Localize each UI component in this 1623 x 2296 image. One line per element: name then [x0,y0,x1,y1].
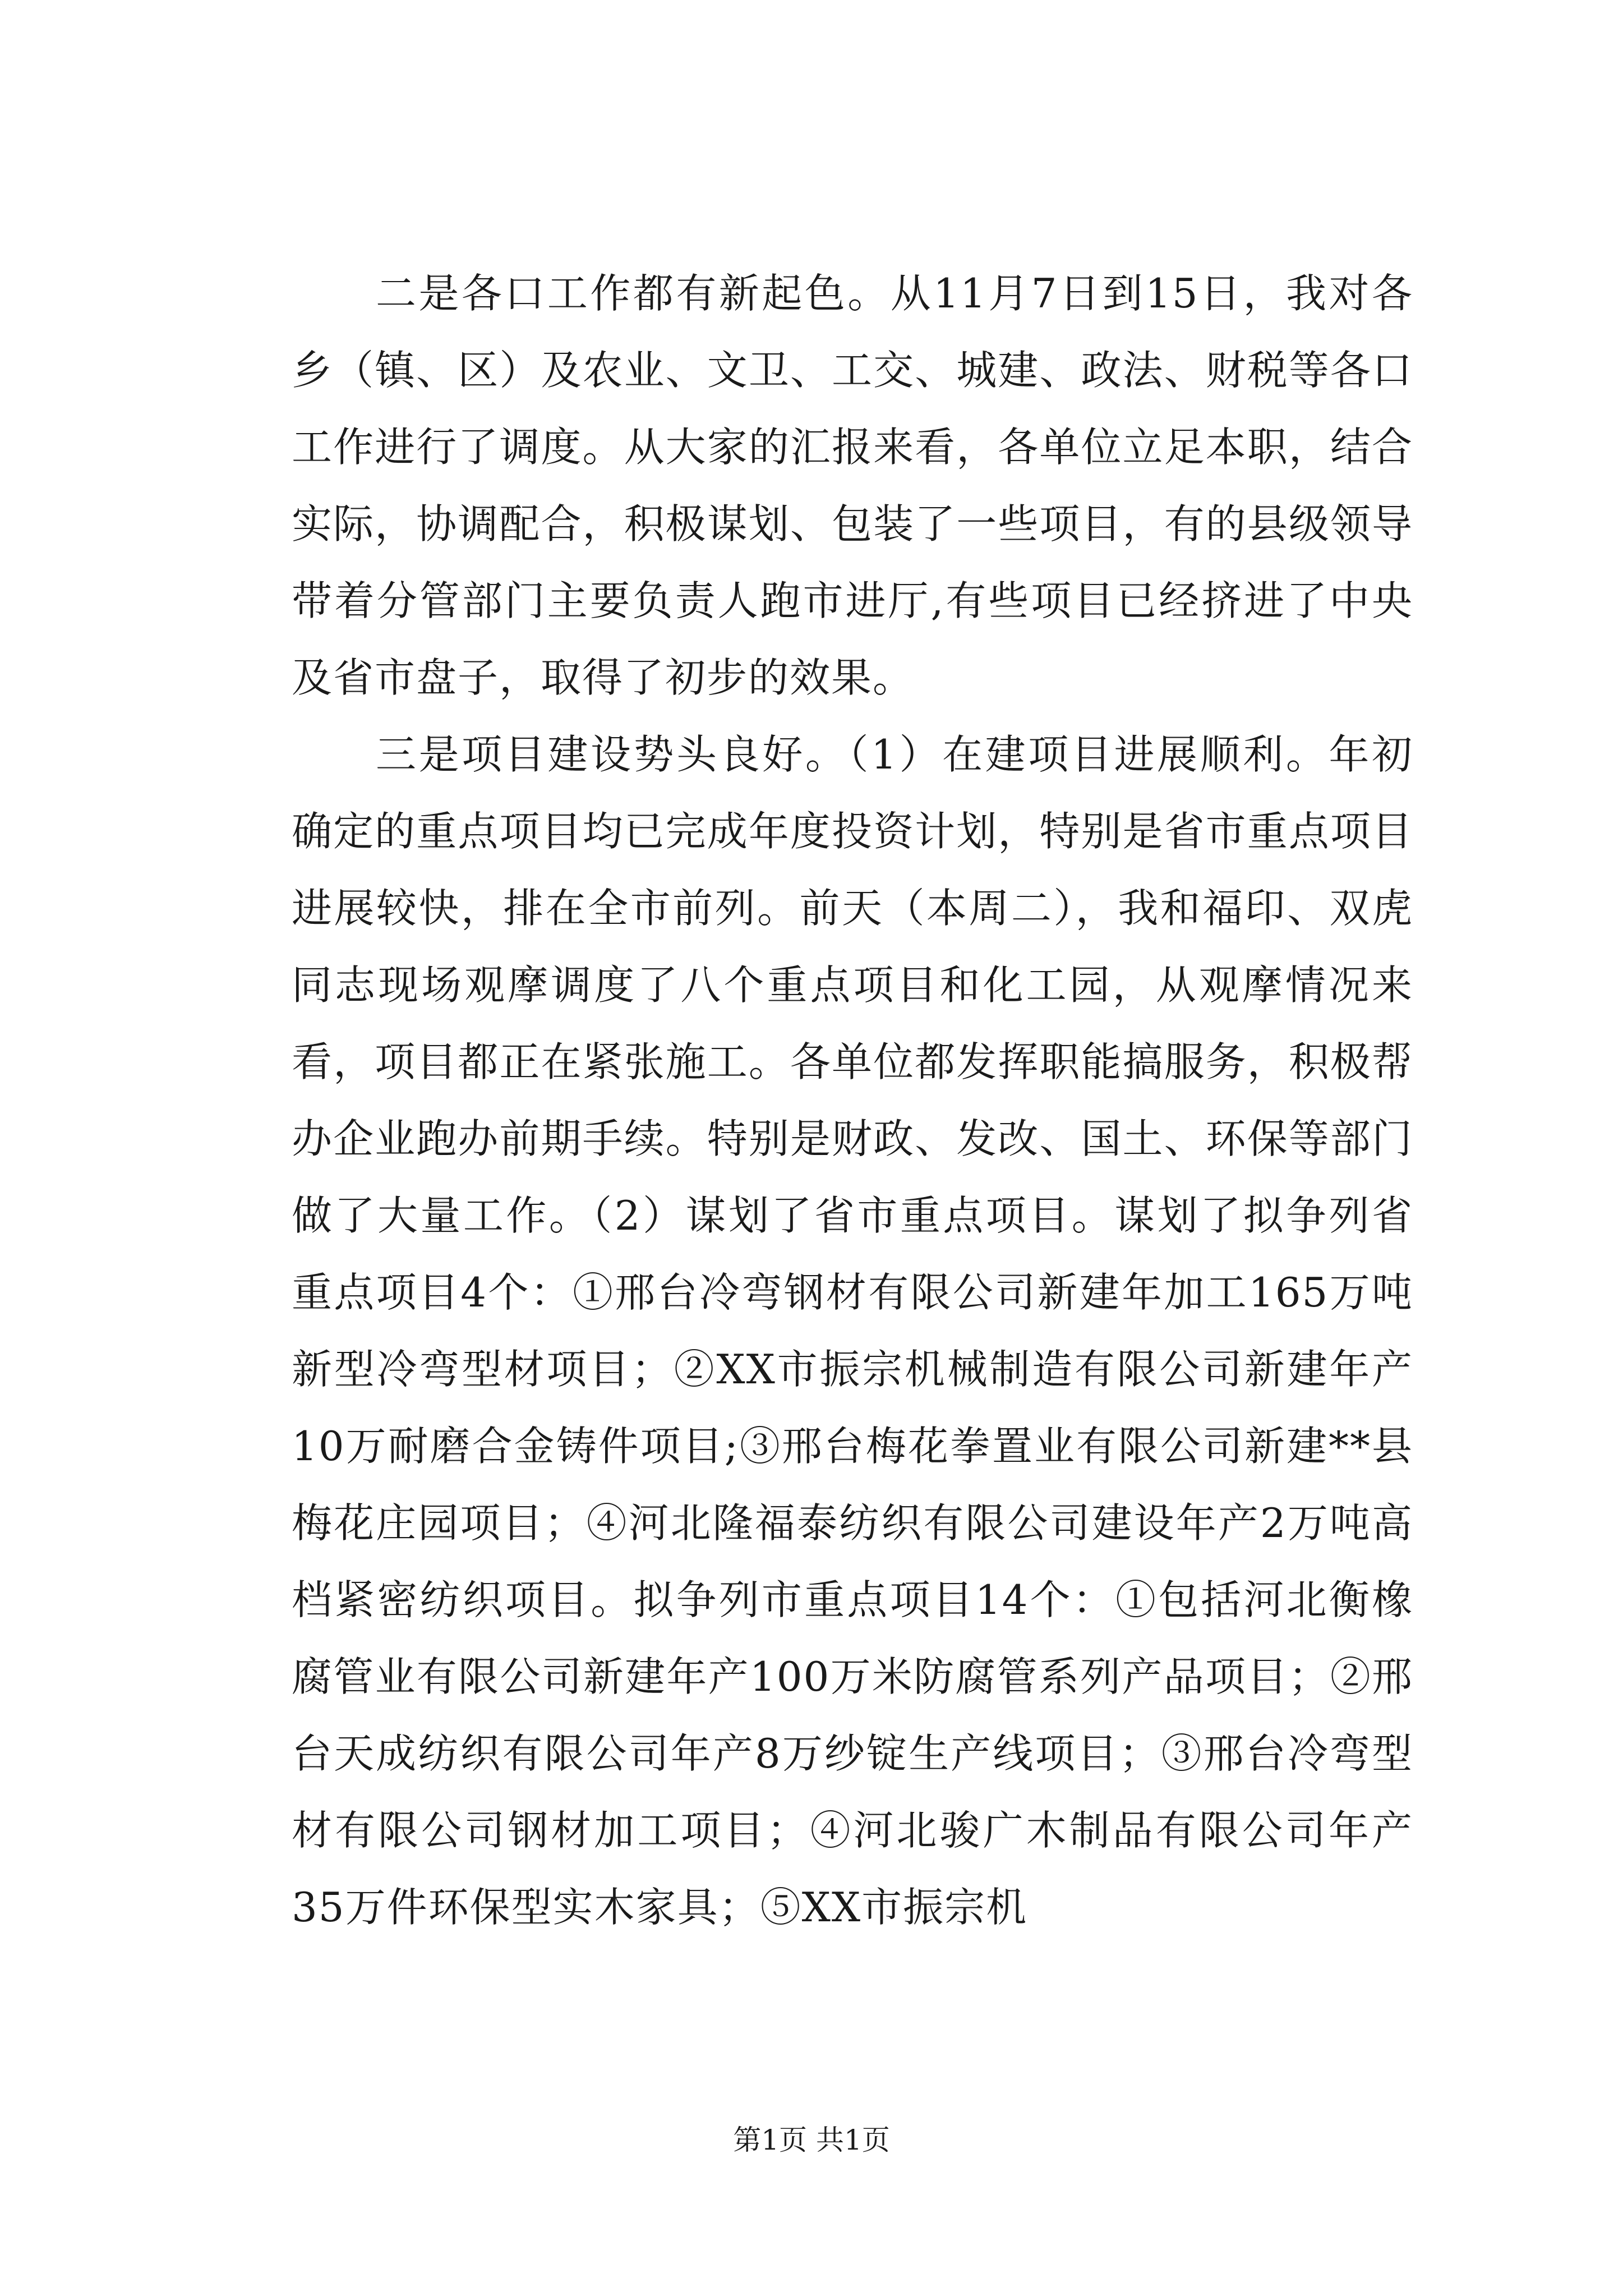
page-footer: 第1页 共1页 [733,2124,890,2156]
paragraph: 三是项目建设势头良好。（1）在建项目进展顺利。年初确定的重点项目均已完成年度投资计划，特别是省市重点项目进展较快，排在全市前列。前天（本周二），我和福印、双虎同志现场观摩调度了八个重点项目和化工园，从观摩情况来看，项目都正在紧张施工。各单位都发挥职能搞服务，积极帮办企业跑办前期手续。特别是财政、发改、国土、环保等部门做了大量工作。（2）谋划了省市重点项目。谋划了拟争列省重点项目4个：①邢台冷弯钢材有限公司新建年加工165万吨新型冷弯型材项目；②XX市振宗机械制造有限公司新建年产10万耐磨合金铸件项目;③邢台梅花拳置业有限公司新建**县梅花庄园项目；④河北隆福泰纺织有限公司建设年产2万吨高档紧密纺织项目。拟争列市重点项目14个：①包括河北衡橡腐管业有限公司新建年产100万米防腐管系列产品项目；②邢台天成纺织有限公司年产8万纱锭生产线项目；③邢台冷弯型材有限公司钢材加工项目；④河北骏广木制品有限公司年产35万件环保型实木家具；⑤XX市振宗机 [292,731,1413,1931]
document-body [292,255,1413,1946]
paragraph: 二是各口工作都有新起色。从11月7日到15日，我对各乡（镇、区）及农业、文卫、工交、城建、政法、财税等各口工作进行了调度。从大家的汇报来看，各单位立足本职，结合实际，协调配合，积极谋划、包装了一些项目，有的县级领导带着分管部门主要负责人跑市进厅,有些项目已经挤进了中央及省市盘子，取得了初步的效果。 [292,270,1413,701]
